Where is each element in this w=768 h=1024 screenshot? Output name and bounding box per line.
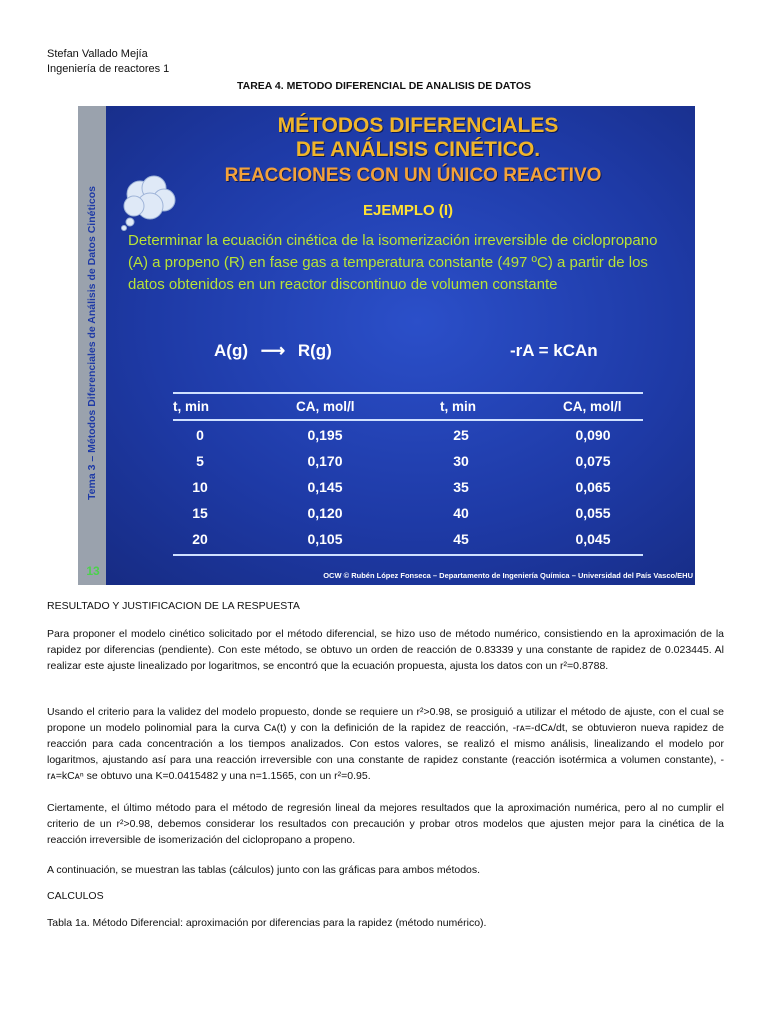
slide-title-line-1: MÉTODOS DIFERENCIALES — [277, 114, 559, 137]
table-cell: 0,170 — [307, 453, 343, 469]
table-cell: 0,145 — [307, 479, 343, 495]
table-bottom-rule — [173, 554, 643, 556]
table-cell: 0,105 — [307, 531, 343, 547]
table-header-time-1: t, min — [173, 399, 209, 414]
paragraph-2: Usando el criterio para la validez del modelo propuesto, donde se requiere un r²>0.98, se prosiguió a utilizar el método de ajuste, con el cual se propone un modelo polinomial para la curva Cᴀ(t) y con la definición de la rapidez de reacción, -rᴀ=-dCᴀ/dt, se obtuvieron nueva rapidez de reacción para cada concentración a los tiempos analizados. Con estos valores, se realizó el mismo análisis, linealizando el modelo por logaritmos, ajustando así para una reacción irreversible con una constante de rapidez constante (reacción isotérmica a volumen constante), -rᴀ=kCᴀⁿ se obtuvo una K=0.0415482 y una n=1.1565, con un r²=0.95. — [47, 706, 724, 782]
table-header-conc-2: CA, mol/l — [563, 399, 622, 414]
paragraph-1: Para proponer el modelo cinético solicitado por el método diferencial, se hizo uso de método numérico, consistiendo en la aproximación de la rapidez por diferencias (pendiente). Con este método, se obtuvo un orden de reacción de 0.83339 y una constante de rapidez de 0.023445. Al realizar este ajuste linealizado por logaritmos, se encontró que la ecuación propuesta, ajusta los datos con un r²=0.8788. — [47, 628, 724, 672]
slide-title-line-2: DE ANÁLISIS CINÉTICO. — [295, 138, 541, 161]
table-cell: 0,195 — [307, 427, 343, 443]
slide-sidebar — [78, 106, 106, 585]
slide-subtitle: REACCIONES CON UN ÚNICO REACTIVO — [224, 165, 602, 186]
product-label: R(g) — [297, 341, 332, 360]
slide-sidebar-text: Tema 3 – Métodos Diferenciales de Análisis de Datos Cinéticos — [86, 186, 98, 500]
table-cell: 0,120 — [307, 505, 343, 521]
table-cell: 0,090 — [575, 427, 611, 443]
section-heading: RESULTADO Y JUSTIFICACION DE LA RESPUESTA — [47, 600, 300, 612]
rate-law: -rA = kCAn — [510, 341, 598, 360]
table-cell: 5 — [196, 453, 204, 469]
table-cell: 0,075 — [575, 453, 611, 469]
paragraph-3: Ciertamente, el último método para el método de regresión lineal da mejores resultados que la aproximación numérica, pero al no cumplir el criterio de un r²>0.98, debemos considerar los resultados con precaución y probar otros modelos que ajusten mejor para la cinética de la reacción irreversible de isomerización del ciclopropano a propeno. — [47, 802, 724, 846]
lecture-slide-image — [78, 106, 695, 585]
table-cell: 0,065 — [575, 479, 611, 495]
reaction-arrow-icon: ⟶ — [260, 341, 286, 360]
slide-number: 13 — [86, 564, 100, 578]
table-cell: 0,045 — [575, 531, 611, 547]
table-cell: 15 — [192, 505, 208, 521]
table-header-time-2: t, min — [440, 399, 476, 414]
table-cell: 0 — [196, 427, 204, 443]
author-name: Stefan Vallado Mejía — [47, 48, 148, 60]
table-cell: 35 — [453, 479, 469, 495]
thought-cloud-icon — [118, 170, 180, 232]
slide-footer: OCW © Rubén López Fonseca – Departamento de Ingeniería Química – Universidad del País Vasco/EHU — [323, 571, 693, 580]
slide-example-label: EJEMPLO (I) — [362, 202, 453, 219]
table-header-conc-1: CA, mol/l — [296, 399, 355, 414]
table-cell: 40 — [453, 505, 469, 521]
table-cell: 0,055 — [575, 505, 611, 521]
calc-heading: CALCULOS — [47, 890, 104, 902]
table-cell: 20 — [192, 531, 208, 547]
reaction-equation — [214, 341, 332, 361]
assignment-title: TAREA 4. METODO DIFERENCIAL DE ANALISIS DE DATOS — [236, 80, 532, 92]
author-block — [47, 47, 169, 77]
table-cell: 30 — [453, 453, 469, 469]
course-name: Ingeniería de reactores 1 — [47, 63, 170, 75]
slide-problem-statement: Determinar la ecuación cinética de la isomerización irreversible de ciclopropano (A) a propeno (R) en fase gas a temperatura constante (497 ºC) a partir de los datos obtenidos en un reactor discontinuo de volumen constante — [128, 232, 658, 293]
table-cell: 10 — [192, 479, 208, 495]
paragraph-4: A continuación, se muestran las tablas (cálculos) junto con las gráficas para ambos métodos. — [47, 864, 481, 876]
table-top-rule — [173, 392, 643, 394]
table-header-rule — [173, 419, 643, 421]
table-caption: Tabla 1a. Método Diferencial: aproximación por diferencias para la rapidez (método numérico). — [47, 917, 487, 929]
reactant-label: A(g) — [214, 341, 248, 360]
table-cell: 25 — [453, 427, 469, 443]
table-cell: 45 — [453, 531, 469, 547]
